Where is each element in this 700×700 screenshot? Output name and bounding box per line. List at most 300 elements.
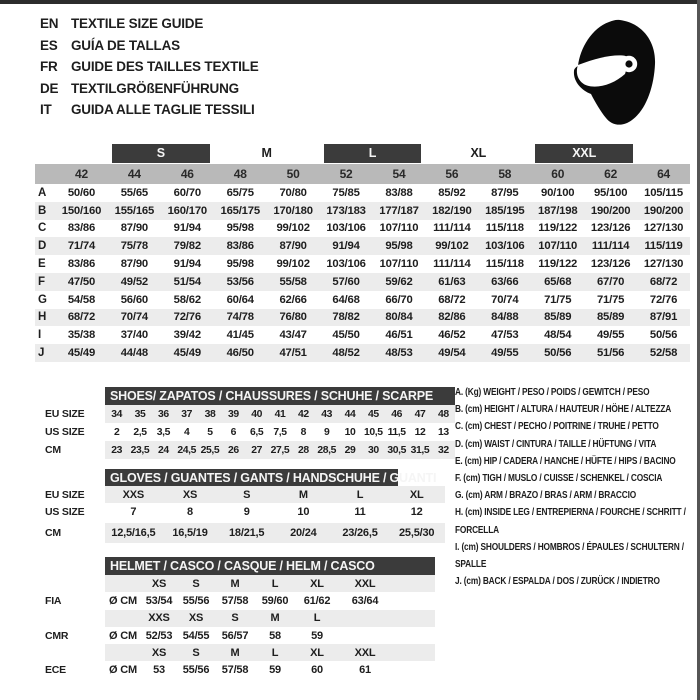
language-code: EN — [40, 16, 59, 31]
measurement-cell: 85/89 — [596, 311, 625, 324]
legend-item: A. (Kg) WEIGHT / PESO / POIDS / GEWITCH / PESO — [455, 387, 650, 398]
shoes-cell: 31,5 — [410, 444, 430, 456]
measurement-cell: 107/110 — [538, 240, 578, 253]
measurement-cell: 75/85 — [332, 186, 360, 199]
gloves-cell: 23/26,5 — [342, 527, 378, 539]
legend-item: J. (cm) BACK / ESPALDA / DOS / ZURÜCK / INDIETRO — [455, 576, 660, 588]
helmet-standard-label: FIA — [45, 594, 62, 607]
gloves-row-cells — [105, 486, 445, 503]
shoes-section — [45, 387, 460, 459]
numeric-size: 52 — [339, 167, 353, 181]
measurement-cell: 83/88 — [385, 186, 413, 199]
measurement-cell: 43/47 — [279, 329, 307, 342]
language-row — [40, 78, 259, 100]
measurement-cell: 83/86 — [67, 258, 96, 271]
shoes-cell: 34 — [111, 408, 123, 420]
shoes-row — [45, 405, 460, 423]
measurement-cell: 49/55 — [596, 329, 625, 342]
helmet-cell: 54/55 — [182, 629, 210, 642]
helmet-standard-label — [45, 575, 105, 592]
shoes-cell: 24 — [157, 444, 169, 456]
helmet-cell: 56/57 — [221, 629, 249, 642]
shoes-cell: 37 — [181, 408, 193, 420]
measurement-cell: 87/95 — [491, 186, 519, 199]
measurement-cell: 185/195 — [485, 204, 525, 217]
measurement-cell: 80/84 — [385, 311, 413, 324]
size-group-m: M — [261, 146, 272, 160]
shoes-row-cells — [105, 441, 455, 459]
measurement-rows — [35, 184, 690, 362]
diameter-label: Ø CM — [109, 664, 137, 677]
measurement-cell: 45/50 — [332, 329, 360, 342]
measurement-cell: 90/100 — [541, 186, 575, 199]
measurement-cell: 95/100 — [593, 186, 628, 199]
measurement-cell: 53/56 — [226, 275, 254, 288]
measurement-row — [35, 291, 690, 309]
measurement-cell: 70/80 — [279, 186, 307, 199]
shoes-row-label: EU SIZE — [45, 408, 85, 420]
measurement-cell: 48/54 — [544, 329, 572, 342]
gloves-row-cells — [105, 503, 445, 520]
measurement-row — [35, 273, 690, 291]
measurement-cell: 170/180 — [273, 204, 313, 217]
shoes-cell: 25,5 — [200, 444, 220, 456]
measurement-cell: 58/62 — [173, 293, 201, 306]
diameter-label: Ø CM — [109, 594, 137, 607]
measurement-cell: 107/110 — [379, 258, 419, 271]
measurement-cell: 173/183 — [326, 204, 366, 217]
measurement-cell: 91/94 — [173, 222, 201, 235]
measurement-cell: 127/130 — [643, 258, 684, 271]
measurement-cell: 150/160 — [61, 204, 102, 217]
helmet-section — [45, 557, 440, 679]
shoes-rows — [45, 405, 460, 459]
numeric-size: 62 — [604, 167, 618, 181]
helmet-row-cells — [105, 575, 435, 592]
measurement-cell: 87/90 — [120, 258, 148, 271]
shoes-cell: 27,5 — [270, 444, 290, 456]
helmet-cell: XL — [310, 646, 324, 659]
shoes-cell: 8 — [300, 426, 307, 438]
helmet-cell: 57/58 — [221, 594, 249, 607]
measurement-cell: 72/76 — [649, 293, 678, 306]
shoes-cell: 45 — [367, 408, 379, 420]
helmet-header-bar: HELMET / CASCO / CASQUE / HELM / CASCO — [105, 557, 435, 575]
measurement-cell: 49/52 — [120, 275, 148, 288]
gloves-cell: 11 — [354, 505, 366, 518]
guide-title: GUÍA DE TALLAS — [71, 37, 180, 53]
measurement-cell: 182/190 — [432, 204, 472, 217]
helmet-row — [45, 610, 440, 627]
helmet-cell: 61 — [359, 664, 371, 677]
shoes-row — [45, 441, 460, 459]
measurement-row — [35, 255, 690, 273]
gloves-cell: S — [243, 488, 251, 501]
measurement-legend — [455, 384, 689, 590]
helmet-row — [45, 644, 440, 661]
helmet-cell: 53/54 — [145, 594, 173, 607]
shoes-cell: 3,5 — [156, 426, 170, 438]
shoes-cell: 23,5 — [130, 444, 150, 456]
numeric-size: 50 — [286, 167, 300, 181]
guide-title: TEXTILGRÖßENFÜHRUNG — [71, 80, 239, 96]
measurement-cell: 87/90 — [279, 240, 307, 253]
measurement-cell: 70/74 — [491, 293, 519, 306]
numeric-size: 64 — [657, 167, 671, 181]
numeric-size: 48 — [233, 167, 247, 181]
measurement-cell: 190/200 — [590, 204, 631, 217]
measurement-cell: 99/102 — [276, 222, 310, 235]
row-letter: J — [38, 347, 45, 360]
helmet-standard-label: CMR — [45, 629, 69, 642]
helmet-cell: XL — [310, 577, 324, 590]
shoes-cell: 40 — [251, 408, 263, 420]
helmet-cell: L — [271, 577, 279, 590]
measurement-cell: 41/45 — [226, 329, 254, 342]
helmet-cell: 59/60 — [261, 594, 289, 607]
shoes-cell: 6,5 — [250, 426, 264, 438]
numeric-size-row — [35, 164, 690, 184]
measurement-cell: 62/66 — [279, 293, 307, 306]
gloves-cell: XL — [409, 488, 424, 501]
shoes-cell: 11,5 — [387, 426, 406, 438]
measurement-cell: 67/70 — [596, 275, 625, 288]
shoes-row-cells — [105, 405, 455, 423]
measurement-cell: 70/74 — [120, 311, 148, 324]
measurement-cell: 95/98 — [226, 258, 254, 271]
measurement-cell: 91/94 — [173, 258, 201, 271]
measurement-cell: 103/106 — [326, 258, 366, 271]
helmet-cell: XS — [188, 612, 204, 625]
helmet-cell: 57/58 — [221, 664, 249, 677]
legend-item: F. (cm) TIGH / MUSLO / CUISSE / SCHENKEL / COSCIA — [455, 473, 663, 485]
shoes-cell: 10 — [344, 426, 356, 438]
measurement-cell: 79/82 — [173, 240, 201, 253]
shoes-cell: 47 — [414, 408, 426, 420]
measurement-cell: 65/75 — [226, 186, 254, 199]
gloves-rows — [45, 486, 450, 543]
gloves-row — [45, 523, 450, 543]
measurement-cell: 127/130 — [643, 222, 684, 235]
measurement-cell: 48/52 — [332, 347, 360, 360]
gloves-cell: XXS — [122, 488, 145, 501]
shoes-cell: 43 — [321, 408, 333, 420]
measurement-row — [35, 202, 690, 220]
shoes-row-label: US SIZE — [45, 426, 85, 438]
measurement-cell: 76/80 — [279, 311, 307, 324]
measurement-cell: 51/54 — [173, 275, 201, 288]
gloves-cell: 16,5/19 — [172, 527, 208, 539]
size-group-l: L — [324, 144, 422, 163]
language-row — [40, 99, 259, 121]
measurement-cell: 111/114 — [433, 222, 471, 235]
helmet-cell: XS — [151, 577, 167, 590]
shoes-cell: 46 — [391, 408, 403, 420]
language-row — [40, 35, 259, 57]
row-letter: E — [38, 258, 46, 271]
measurement-cell: 64/68 — [332, 293, 360, 306]
measurement-cell: 165/175 — [220, 204, 260, 217]
gloves-cell: 9 — [243, 505, 250, 518]
measurement-cell: 50/56 — [544, 347, 572, 360]
measurement-cell: 87/90 — [120, 222, 148, 235]
measurement-cell: 75/78 — [120, 240, 148, 253]
measurement-cell: 95/98 — [385, 240, 413, 253]
shoes-cell: 30 — [367, 444, 379, 456]
size-group-row — [35, 143, 690, 164]
helmet-row-cells — [105, 661, 435, 678]
measurement-cell: 155/165 — [114, 204, 155, 217]
helmet-row-cells — [105, 610, 435, 627]
gloves-row-label: US SIZE — [45, 505, 85, 518]
measurement-cell: 39/42 — [173, 329, 201, 342]
measurement-cell: 46/52 — [438, 329, 466, 342]
gloves-cell: XS — [182, 488, 198, 501]
gloves-header-bar: GLOVES / GUANTES / GANTS / HANDSCHUHE / GUANTI — [105, 469, 398, 486]
measurement-cell: 187/198 — [537, 204, 578, 217]
legend-item: E. (cm) HIP / CADERA / HANCHE / HÜFTE / HIPS / BACINO — [455, 455, 676, 467]
measurement-cell: 72/76 — [173, 311, 201, 324]
textile-size-table — [35, 143, 690, 362]
measurement-cell: 50/60 — [67, 186, 96, 199]
shoes-cell: 13 — [437, 426, 449, 438]
guide-title: GUIDE DES TAILLES TEXTILE — [71, 59, 259, 74]
measurement-cell: 60/70 — [173, 186, 201, 199]
row-letter: G — [38, 293, 47, 306]
measurement-cell: 63/66 — [491, 275, 519, 288]
helmet-standard-label: ECE — [45, 664, 66, 677]
shoes-cell: 2 — [113, 426, 120, 438]
helmet-cell: L — [271, 646, 279, 659]
helmet-cell: 53 — [153, 664, 165, 677]
gloves-cell: 12 — [410, 505, 423, 518]
row-letter: A — [38, 186, 47, 199]
shoes-cell: 41 — [274, 408, 286, 420]
measurement-cell: 65/68 — [544, 275, 572, 288]
language-code: ES — [40, 37, 58, 53]
measurement-cell: 52/58 — [649, 347, 678, 360]
measurement-cell: 57/60 — [332, 275, 360, 288]
measurement-cell: 55/58 — [279, 275, 307, 288]
size-group-s: S — [112, 144, 210, 163]
shoes-row — [45, 423, 460, 441]
measurement-cell: 66/70 — [385, 293, 413, 306]
shoes-cell: 39 — [227, 408, 239, 420]
helmet-cell: 55/56 — [182, 664, 210, 677]
language-title-list — [40, 13, 259, 121]
racing-helmet-icon — [568, 16, 658, 128]
measurement-cell: 35/38 — [67, 329, 96, 342]
legend-item: D. (cm) WAIST / CINTURA / TAILLE / HÜFTUNG / VITA — [455, 438, 657, 450]
shoes-cell: 44 — [344, 408, 356, 420]
measurement-cell: 68/72 — [649, 275, 678, 288]
gloves-cell: L — [356, 488, 364, 501]
shoes-cell: 27 — [251, 444, 263, 456]
row-letter: F — [38, 275, 45, 288]
gloves-cell: 18/21,5 — [229, 527, 265, 539]
guide-title: GUIDA ALLE TAGLIE TESSILI — [71, 102, 255, 117]
language-code: FR — [40, 59, 58, 74]
shoes-cell: 2,5 — [133, 426, 147, 438]
diameter-label: Ø CM — [109, 629, 137, 642]
helmet-cell: 60 — [311, 664, 323, 677]
helmet-row-cells — [105, 627, 435, 644]
helmet-row-cells — [105, 644, 435, 661]
legend-item: H. (cm) INSIDE LEG / ENTREPIERNA / FOURCHE / SCHRITT / FORCELLA — [455, 507, 686, 536]
shoes-cell: 23 — [111, 444, 123, 456]
measurement-cell: 48/53 — [385, 347, 413, 360]
measurement-cell: 95/98 — [226, 222, 254, 235]
row-letter: B — [38, 204, 47, 217]
shoes-cell: 28,5 — [317, 444, 336, 456]
gloves-cell: 25,5/30 — [399, 527, 435, 539]
legend-item: B. (cm) HEIGHT / ALTURA / HAUTEUR / HÖHE / ALTEZZA — [455, 404, 672, 416]
measurement-cell: 71/75 — [596, 293, 625, 306]
shoes-cell: 28 — [297, 444, 309, 456]
measurement-cell: 68/72 — [438, 293, 466, 306]
shoes-cell: 26 — [227, 444, 239, 456]
helmet-rows — [45, 575, 440, 679]
measurement-cell: 45/49 — [67, 347, 96, 360]
measurement-cell: 71/75 — [544, 293, 572, 306]
measurement-cell: 47/50 — [67, 275, 96, 288]
measurement-cell: 103/106 — [485, 240, 525, 253]
measurement-cell: 49/54 — [438, 347, 466, 360]
size-group-xl: XL — [470, 146, 487, 160]
helmet-cell: 59 — [269, 664, 281, 677]
gloves-cell: M — [298, 488, 308, 501]
measurement-cell: 103/106 — [326, 222, 366, 235]
shoes-cell: 12 — [414, 426, 426, 438]
shoes-cell: 4 — [183, 426, 190, 438]
measurement-row — [35, 237, 690, 255]
gloves-row-label: CM — [45, 527, 61, 539]
measurement-row — [35, 184, 690, 202]
numeric-size: 46 — [180, 167, 194, 181]
measurement-cell: 115/119 — [644, 240, 683, 253]
measurement-cell: 84/88 — [491, 311, 519, 324]
measurement-cell: 44/48 — [120, 347, 148, 360]
helmet-cell: M — [230, 646, 240, 659]
measurement-cell: 119/122 — [538, 222, 578, 235]
language-row — [40, 13, 259, 35]
measurement-cell: 87/91 — [649, 311, 678, 324]
measurement-cell: 68/72 — [67, 311, 96, 324]
helmet-cell: 55/56 — [182, 594, 210, 607]
measurement-cell: 123/126 — [590, 258, 631, 271]
helmet-cell: XXL — [354, 646, 376, 659]
gloves-cell: 7 — [130, 505, 137, 518]
helmet-cell: M — [270, 612, 280, 625]
helmet-cell: M — [230, 577, 240, 590]
measurement-cell: 160/170 — [167, 204, 207, 217]
measurement-cell: 60/64 — [226, 293, 254, 306]
top-edge-strip — [0, 0, 700, 4]
guide-title: TEXTILE SIZE GUIDE — [71, 16, 204, 31]
measurement-cell: 83/86 — [226, 240, 254, 253]
numeric-size: 60 — [551, 167, 565, 181]
measurement-row — [35, 326, 690, 344]
measurement-cell: 51/56 — [596, 347, 625, 360]
numeric-size: 44 — [127, 167, 141, 181]
helmet-row — [45, 627, 440, 644]
numeric-size: 54 — [392, 167, 406, 181]
measurement-cell: 61/63 — [438, 275, 466, 288]
measurement-cell: 119/122 — [538, 258, 578, 271]
language-code: IT — [40, 102, 52, 117]
shoes-header-bar: SHOES/ ZAPATOS / CHAUSSURES / SCHUHE / SCARPE — [105, 387, 455, 405]
measurement-cell: 71/74 — [67, 240, 96, 253]
measurement-cell: 47/53 — [491, 329, 519, 342]
size-group-xxl: XXL — [535, 144, 633, 163]
measurement-cell: 50/56 — [649, 329, 678, 342]
measurement-cell: 82/86 — [438, 311, 466, 324]
measurement-cell: 123/126 — [590, 222, 631, 235]
helmet-cell: 59 — [311, 629, 323, 642]
row-letter: I — [38, 329, 41, 342]
helmet-standard-label — [45, 610, 105, 627]
helmet-row — [45, 575, 440, 592]
row-letter: H — [38, 311, 47, 324]
legend-item: C. (cm) CHEST / PECHO / POITRINE / TRUHE / PETTO — [455, 421, 659, 433]
measurement-cell: 54/58 — [67, 293, 96, 306]
gloves-cell: 12,5/16,5 — [111, 527, 156, 539]
helmet-row — [45, 592, 440, 609]
helmet-cell: XXS — [148, 612, 170, 625]
measurement-cell: 47/51 — [279, 347, 307, 360]
measurement-cell: 105/115 — [644, 186, 683, 199]
helmet-cell: 61/62 — [303, 594, 331, 607]
language-row — [40, 56, 259, 78]
gloves-cell: 8 — [187, 505, 193, 518]
shoes-cell: 6 — [230, 426, 237, 438]
legend-item: I. (cm) SHOULDERS / HOMBROS / ÉPAULES / SCHULTERN / SPALLE — [455, 541, 684, 571]
helmet-standard-label — [45, 644, 105, 661]
measurement-cell: 56/60 — [120, 293, 148, 306]
shoes-row-label: CM — [45, 444, 61, 456]
helmet-cell: L — [313, 612, 321, 625]
helmet-cell: S — [192, 646, 200, 659]
helmet-cell: XS — [151, 646, 167, 659]
gloves-cell: 20/24 — [290, 527, 317, 539]
helmet-cell: S — [231, 612, 239, 625]
measurement-cell: 37/40 — [120, 329, 148, 342]
measurement-cell: 111/114 — [433, 258, 471, 271]
shoes-cell: 30,5 — [387, 444, 406, 456]
shoes-cell: 7,5 — [273, 426, 287, 438]
measurement-cell: 107/110 — [379, 222, 419, 235]
measurement-cell: 115/118 — [485, 258, 524, 271]
measurement-cell: 190/200 — [643, 204, 684, 217]
shoes-cell: 35 — [134, 408, 146, 420]
helmet-row-cells — [105, 592, 435, 609]
shoes-row-cells — [105, 423, 455, 441]
helmet-cell: 58 — [269, 629, 281, 642]
row-letter: C — [38, 222, 47, 235]
shoes-cell: 32 — [437, 444, 449, 456]
measurement-cell: 115/118 — [485, 222, 524, 235]
numeric-size: 42 — [74, 167, 88, 181]
measurement-cell: 83/86 — [67, 222, 96, 235]
gloves-section — [45, 469, 450, 543]
gloves-row-cells — [105, 523, 445, 543]
measurement-cell: 49/55 — [491, 347, 519, 360]
shoes-cell: 29 — [344, 444, 356, 456]
measurement-cell: 99/102 — [276, 258, 310, 271]
shoes-cell: 5 — [207, 426, 213, 438]
gloves-row — [45, 486, 450, 503]
measurement-cell: 55/65 — [120, 186, 148, 199]
